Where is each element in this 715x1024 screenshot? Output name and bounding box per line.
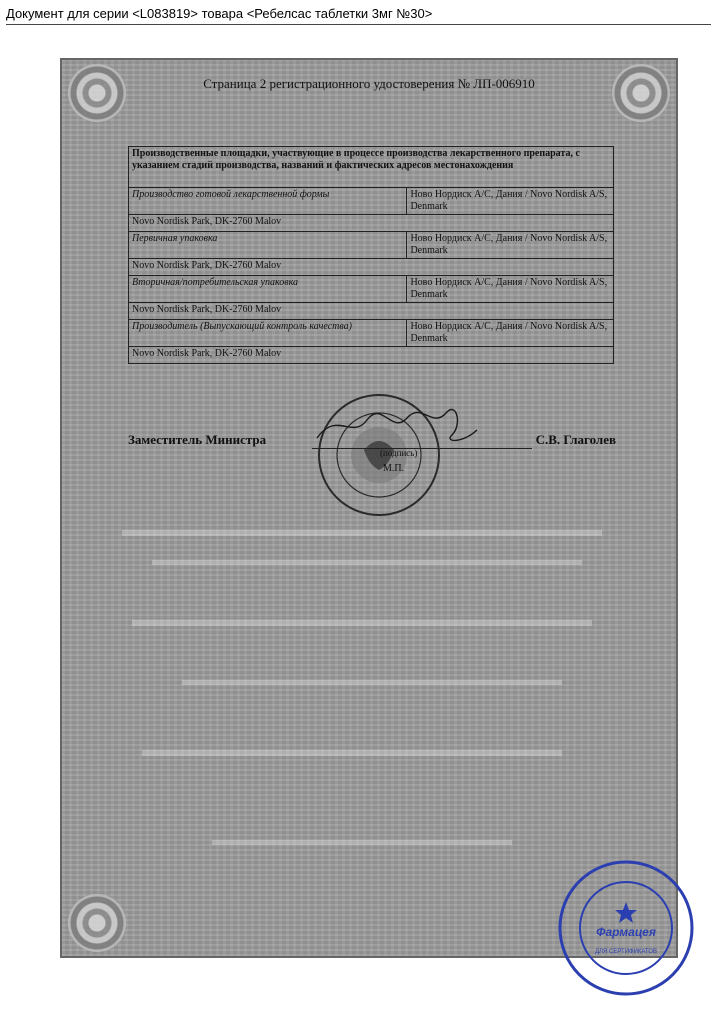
signatory-name: С.В. Глаголев <box>535 432 616 447</box>
document-header: Документ для серии <L083819> товара <Ребелсас таблетки 3мг №30> <box>6 5 711 25</box>
stage-cell: Производитель (Выпускающий контроль качества) <box>129 320 407 347</box>
corner-ornament-bottom-left <box>68 894 126 952</box>
bleed-through-mark <box>212 840 512 845</box>
address-row <box>129 303 614 320</box>
certificate-sheet <box>60 58 678 958</box>
svg-text:Фармацея: Фармацея <box>596 925 656 939</box>
bleed-through-mark <box>132 620 592 626</box>
table-row <box>129 232 614 259</box>
table-row <box>129 276 614 303</box>
manufacturer-cell: Ново Нордиск А/С, Дания / Novo Nordisk A/S, Denmark <box>407 188 614 215</box>
bleed-through-mark <box>122 530 602 536</box>
address-cell: Novo Nordisk Park, DK-2760 Malov <box>129 259 614 276</box>
table-row <box>129 320 614 347</box>
stage-cell: Вторичная/потребительская упаковка <box>129 276 407 303</box>
bleed-through-mark <box>182 680 562 685</box>
signature-scribble <box>312 400 482 450</box>
manufacturer-cell: Ново Нордиск А/С, Дания / Novo Nordisk A/S, Denmark <box>407 232 614 259</box>
stage-cell: Первичная упаковка <box>129 232 407 259</box>
table-row <box>129 188 614 215</box>
address-cell: Novo Nordisk Park, DK-2760 Malov <box>129 215 614 232</box>
signatory-position: Заместитель Министра <box>128 432 267 447</box>
page-title: Страница 2 регистрационного удостоверения № ЛП-006910 <box>203 76 535 91</box>
address-cell: Novo Nordisk Park, DK-2760 Malov <box>129 303 614 320</box>
bleed-through-mark <box>152 560 582 565</box>
signature-caption: (подпись) <box>380 448 418 458</box>
address-row <box>129 259 614 276</box>
manufacturer-cell: Ново Нордиск А/С, Дания / Novo Nordisk A/S, Denmark <box>407 320 614 347</box>
bleed-through-mark <box>142 750 562 756</box>
manufacturer-cell: Ново Нордиск А/С, Дания / Novo Nordisk A/S, Denmark <box>407 276 614 303</box>
corner-ornament-top-right <box>612 64 670 122</box>
signature-line <box>312 448 532 449</box>
pharmacy-stamp <box>556 858 696 998</box>
stamp-place-label: М.П. <box>383 463 405 474</box>
corner-ornament-top-left <box>68 64 126 122</box>
address-row <box>129 347 614 364</box>
stage-cell: Производство готовой лекарственной формы <box>129 188 407 215</box>
svg-text:ДЛЯ СЕРТИФИКАТОВ: ДЛЯ СЕРТИФИКАТОВ <box>594 949 658 955</box>
table-header: Производственные площадки, участвующие в процессе производства лекарственного препарата, с указанием стадий производства, названий и фактических адресов местонахождения <box>129 147 614 188</box>
production-sites-table <box>128 146 614 364</box>
table-header-row <box>129 147 614 188</box>
address-cell: Novo Nordisk Park, DK-2760 Malov <box>129 347 614 364</box>
address-row <box>129 215 614 232</box>
